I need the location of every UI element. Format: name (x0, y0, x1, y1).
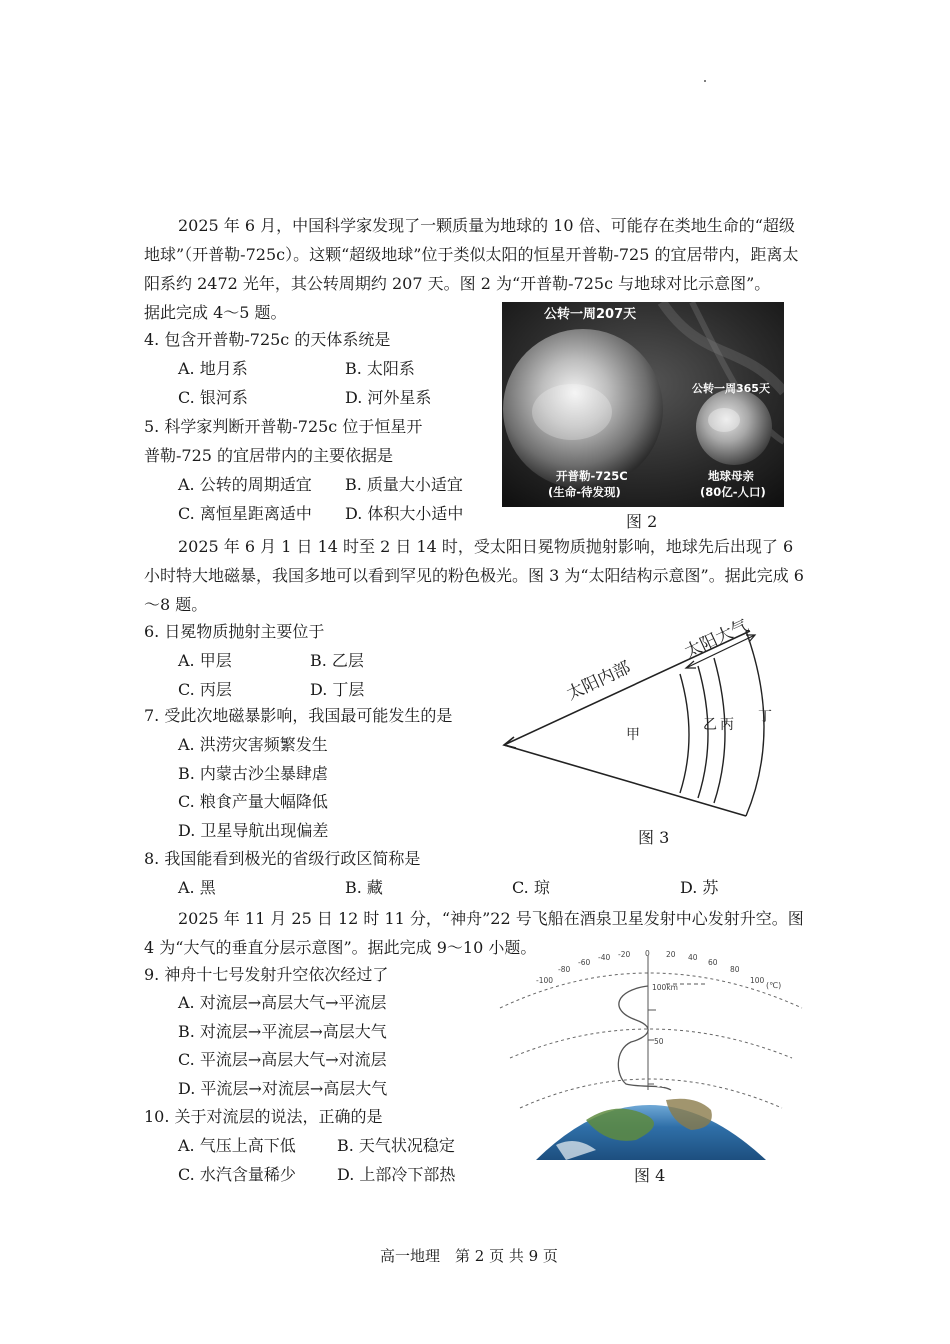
q6-option-a: A. 甲层 (178, 651, 232, 670)
question-9-stem: 9. 神舟十七号发射升空依次经过了 (144, 965, 389, 984)
q5-option-b: B. 质量大小适宜 (345, 475, 463, 494)
q10-option-d: D. 上部冷下部热 (337, 1165, 456, 1184)
q4-option-c: C. 银河系 (178, 388, 248, 407)
q6-option-c: C. 丙层 (178, 680, 232, 699)
fig3-lower-edge (504, 745, 746, 816)
fig3-label-interior: 太阳内部 (563, 657, 634, 705)
question-8-stem: 8. 我国能看到极光的省级行政区简称是 (144, 849, 421, 868)
intro-paragraph-1-tail: 据此完成 4～5 题。 (144, 303, 287, 322)
q7-option-a: A. 洪涝灾害频繁发生 (178, 735, 328, 754)
intro-paragraph-2: 2025 年 6 月 1 日 14 时至 2 日 14 时，受太阳日冕物质抛射影响，地球先后出现了 6 小时特大地磁暴，我国多地可以看到罕见的粉色极光。图 3 为“太阳结构示意图”。据此完成 6～8 题。 (144, 537, 804, 614)
fig2-label-kepler-name: 开普勒-725C (556, 469, 628, 483)
question-4-stem: 4. 包含开普勒-725c 的天体系统是 (144, 330, 391, 349)
q8-option-a: A. 黑 (178, 878, 216, 897)
fig4-tick-20: 20 (666, 950, 676, 959)
fig4-alt-50: 50 (654, 1037, 664, 1046)
q8-option-c: C. 琼 (512, 878, 550, 897)
fig2-label-earth-period: 公转一周365天 (692, 382, 770, 395)
fig3-label-yi: 乙 (703, 717, 717, 733)
fig3-label-ding: 丁 (758, 709, 772, 725)
fig4-tick-40: 40 (688, 953, 698, 962)
fig4-tick-100: 100 (750, 976, 765, 985)
fig2-label-earth-name: 地球母亲 (708, 469, 754, 483)
q9-option-b: B. 对流层→平流层→高层大气 (178, 1022, 387, 1041)
fig4-tick-m40: -40 (598, 953, 611, 962)
q4-option-a: A. 地月系 (178, 359, 248, 378)
page-footer: 高一地理 第 2 页 共 9 页 (380, 1247, 558, 1265)
question-10-stem: 10. 关于对流层的说法，正确的是 (144, 1107, 383, 1126)
figure-4-caption: 图 4 (634, 1166, 666, 1185)
q4-option-d: D. 河外星系 (345, 388, 432, 407)
question-6-stem: 6. 日冕物质抛射主要位于 (144, 622, 325, 641)
fig3-arc-core-boundary (680, 674, 689, 793)
fig2-label-kepler-sub: (生命-待发现) (548, 485, 621, 499)
q9-option-c: C. 平流层→高层大气→对流层 (178, 1050, 387, 1069)
q6-option-b: B. 乙层 (310, 651, 364, 670)
q10-option-c: C. 水汽含量稀少 (178, 1165, 296, 1184)
fig4-temperature-ticks (536, 950, 765, 985)
fig3-label-atmosphere: 太阳大气 (681, 618, 752, 663)
scan-speck (704, 80, 706, 82)
q5-option-d: D. 体积大小适中 (345, 504, 464, 523)
fig4-tick-m20: -20 (618, 950, 631, 959)
fig4-alt-10: 10 (656, 1080, 666, 1089)
fig4-arc-50km (510, 1029, 792, 1058)
fig3-label-bing: 丙 (720, 717, 734, 733)
fig2-label-kepler-period: 公转一周207天 (544, 307, 637, 322)
question-7-stem: 7. 受此次地磁暴影响，我国最可能发生的是 (144, 706, 453, 725)
fig2-label-earth-sub: (80亿-人口) (700, 485, 766, 499)
q10-option-a: A. 气压上高下低 (178, 1136, 296, 1155)
figure-3-sun-structure (500, 618, 800, 818)
question-5-stem-line1: 5. 科学家判断开普勒-725c 位于恒星开 (144, 417, 423, 436)
q7-option-c: C. 粮食产量大幅降低 (178, 792, 328, 811)
figure-4-atmosphere-layers (496, 950, 808, 1160)
q8-option-d: D. 苏 (680, 878, 719, 897)
fig4-tick-0: 0 (645, 950, 650, 958)
q10-option-b: B. 天气状况稳定 (337, 1136, 455, 1155)
question-5-stem-line2: 普勒-725 的宜居带内的主要依据是 (144, 446, 394, 465)
intro-paragraph-1: 2025 年 6 月，中国科学家发现了一颗质量为地球的 10 倍、可能存在类地生命的“超级地球”（开普勒-725c）。这颗“超级地球”位于类似太阳的恒星开普勒-725 的宜居带内，距离太阳系约 2472 光年，其公转周期约 207 天。图 2 为“开普勒-725c 与地球对比示意图”。 (144, 216, 799, 293)
fig4-tick-m80: -80 (558, 965, 571, 974)
fig3-label-jia: 甲 (626, 727, 640, 743)
q7-option-d: D. 卫星导航出现偏差 (178, 821, 329, 840)
figure-3-caption: 图 3 (638, 828, 670, 847)
q7-option-b: B. 内蒙古沙尘暴肆虐 (178, 764, 328, 783)
intro-paragraph-3: 2025 年 11 月 25 日 12 时 11 分，“神舟”22 号飞船在酒泉卫星发射中心发射升空。图 4 为“大气的垂直分层示意图”。据此完成 9～10 小题。 (144, 909, 804, 957)
figure-2-planet-comparison (502, 302, 784, 507)
fig4-tick-m100: -100 (536, 976, 554, 985)
q6-option-d: D. 丁层 (310, 680, 365, 699)
q4-option-b: B. 太阳系 (345, 359, 415, 378)
q8-option-b: B. 藏 (345, 878, 383, 897)
fig4-arc-10km (520, 1079, 782, 1108)
q5-option-c: C. 离恒星距离适中 (178, 504, 312, 523)
q9-option-d: D. 平流层→对流层→高层大气 (178, 1079, 388, 1098)
fig4-alt-100: 100km (652, 983, 678, 992)
figure-2-caption: 图 2 (626, 512, 658, 531)
fig4-tick-m60: -60 (578, 958, 591, 967)
q5-option-a: A. 公转的周期适宜 (178, 475, 312, 494)
q9-option-a: A. 对流层→高层大气→平流层 (178, 993, 387, 1012)
fig4-unit: (℃) (766, 981, 782, 990)
fig4-tick-60: 60 (708, 958, 718, 967)
fig4-tick-80: 80 (730, 965, 740, 974)
